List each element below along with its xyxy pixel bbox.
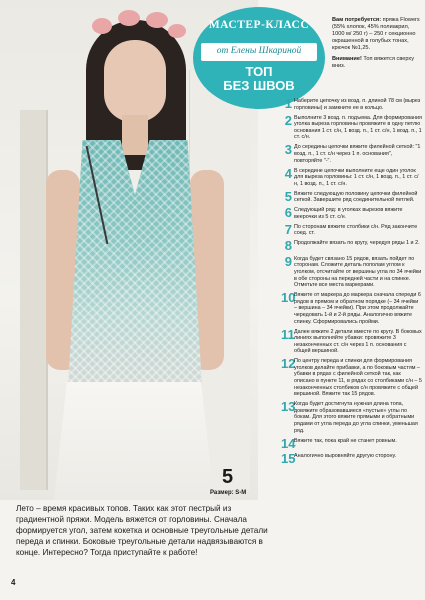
- materials-body: пряжа Flowers (55% хлопок, 45% полиакрил, 1000 м/ 250 г) – 250 г секционно окрашенной в голубых тонах, крючок №1,25.: [332, 17, 420, 51]
- step-text: По сторонам вяжите столбики с/н. Ряд закончите соед. ст.: [294, 223, 418, 237]
- step-text: Выполните 3 возд. п. подъема. Для формирования уголка выреза горловины провяжите в одну петлю основания 1 ст. с/н, 1 возд. п., 1 ст. с/н, 1 возд. п., 1 ст. с/н.: [294, 114, 422, 141]
- step-number: 14: [281, 435, 296, 451]
- master-class-badge: [193, 7, 325, 109]
- step-item: [281, 358, 422, 398]
- white-skirt: [54, 382, 214, 500]
- step-text: В середине цепочки выполните еще один уголок для выреза горловины: 1 ст. с/н, 1 возд. п., 1 ст. с/н, 1 возд. п., 1 ст. с/н.: [294, 167, 419, 187]
- step-number: 12: [281, 356, 296, 372]
- flower-crown: [92, 18, 112, 34]
- model-neck: [122, 115, 148, 155]
- step-number: 6: [284, 205, 292, 221]
- step-item: [281, 112, 422, 141]
- step-item: [281, 453, 422, 465]
- step-number: 15: [281, 451, 296, 466]
- flower-crown: [118, 10, 140, 26]
- size-label: Размер: S-M: [210, 490, 247, 496]
- step-number: 13: [281, 399, 296, 415]
- headline-line-1: ТОП: [245, 64, 273, 79]
- step-number: 10: [281, 290, 296, 306]
- badge-title: МАСТЕР-КЛАСС: [208, 19, 310, 31]
- step-item: [281, 292, 422, 325]
- step-item: [281, 401, 422, 434]
- materials-block: [332, 17, 422, 70]
- step-text: Когда будет связано 15 рядов, вязать пойдет по сторонам. Сложите деталь пополам углом к уголком, отсчитайте от вершины угла по 34 ячейки в обе стороны на передней части и на спинке. Отметьте все места маркерами.: [294, 255, 422, 289]
- step-item: [281, 253, 422, 289]
- step-text: Когда будет достигнута нужная длина топа, довяжите образовавшиеся «пустые» углы по бокам. Для этого вяжите прямыми и обратными рядами от угла переда до угла спинки, уменьшая ряд.: [294, 401, 418, 434]
- badge-author: от Елены Шкариной: [216, 46, 302, 56]
- intro-paragraph: Лето – время красивых топов. Таких как этот пестрый из градиентной пряжи. Модель вяжется от горловины. Сначала формируется угол, затем кокетка и основные треугольные детали переда и спинки. Боковые треугольные детали надвязываются в конце. Интересно? Тогда приступайте к работе!: [16, 504, 268, 557]
- step-item: [281, 326, 422, 355]
- page-number: 4: [11, 578, 16, 587]
- materials-text: [332, 17, 422, 52]
- flower-crown: [168, 24, 186, 38]
- note-body: Топ вяжется сверху вниз.: [332, 56, 415, 69]
- materials-note: [332, 56, 422, 70]
- step-text: Продолжайте вязать по кругу, чередуя ряды 1 и 2.: [294, 240, 420, 247]
- background-frame: [20, 110, 48, 490]
- model-face: [104, 40, 166, 122]
- step-item: [281, 165, 422, 188]
- step-number: 11: [281, 326, 295, 342]
- step-number: 8: [284, 238, 292, 254]
- flower-crown: [146, 12, 168, 28]
- step-text: Следующий ряд: в уголках вырезов вяжите веерочки из 5 ст. с/н.: [294, 207, 403, 220]
- step-item: [281, 188, 422, 204]
- step-item: [281, 221, 422, 237]
- step-number: 3: [284, 142, 292, 158]
- step-text: Вяжите следующую половину цепочки филейной сеткой. Завершите ряд соединительной петлей.: [294, 190, 418, 204]
- step-text: Вяжите от маркера до маркера сначала спереди 6 рядов в прямом и обратном порядке (– 34 ячейки – вершина – 34 ячейки). При этом продолжайте чередовать 1-й и 2-й ряды. Аналогично вяжите спинку. Сформировались пройми.: [294, 292, 421, 325]
- step-number: 9: [284, 253, 292, 269]
- note-label: Внимание!: [332, 56, 362, 62]
- badge-headline: [193, 65, 325, 93]
- step-number: 5: [284, 188, 292, 204]
- steps-list: [281, 98, 422, 468]
- step-item: [281, 98, 422, 111]
- crochet-top: [62, 140, 208, 390]
- step-number: 4: [284, 165, 292, 181]
- step-text: Вяжите так, пока край не станет ровным.: [294, 437, 397, 444]
- materials-label: Вам потребуется:: [332, 17, 382, 23]
- step-item: [281, 207, 422, 220]
- step-number: 1: [284, 96, 292, 111]
- step-number: 7: [284, 221, 292, 237]
- model-number: 5: [222, 466, 234, 488]
- step-text: Аналогично выровняйте другую сторону.: [294, 453, 397, 459]
- step-item: [281, 240, 422, 252]
- step-text: По центру переда и спинки для формирования уголков делайте прибавки, а по боковым частям – убавки в рядах с филейной сеткой так, как описано в пункте 11, в рядах со столбиками с/н – 5 незаконченных столбиков с/н провяжите с общей вершиной. Вяжите так 15 рядов.: [294, 358, 422, 398]
- step-text: До середины цепочки вяжите филейной сеткой: "1 возд. п., 1 ст. с/н через 1 п. основания", повторяйте "-".: [294, 144, 421, 164]
- step-number: 2: [284, 112, 292, 128]
- step-item: [281, 144, 422, 164]
- step-text: Далее вяжите 2 детали вместе по кругу. В боковых линиях выполняйте убавки: провяжите 3 незаконченных ст. с/н через 1 п. основания с общей вершиной.: [294, 328, 422, 355]
- headline-line-2: БЕЗ ШВОВ: [223, 78, 295, 93]
- step-text: Наберите цепочку из возд. п. длиной 78 см (вырез горловины) и замкните ее в кольцо.: [294, 98, 421, 111]
- step-item: [281, 435, 422, 451]
